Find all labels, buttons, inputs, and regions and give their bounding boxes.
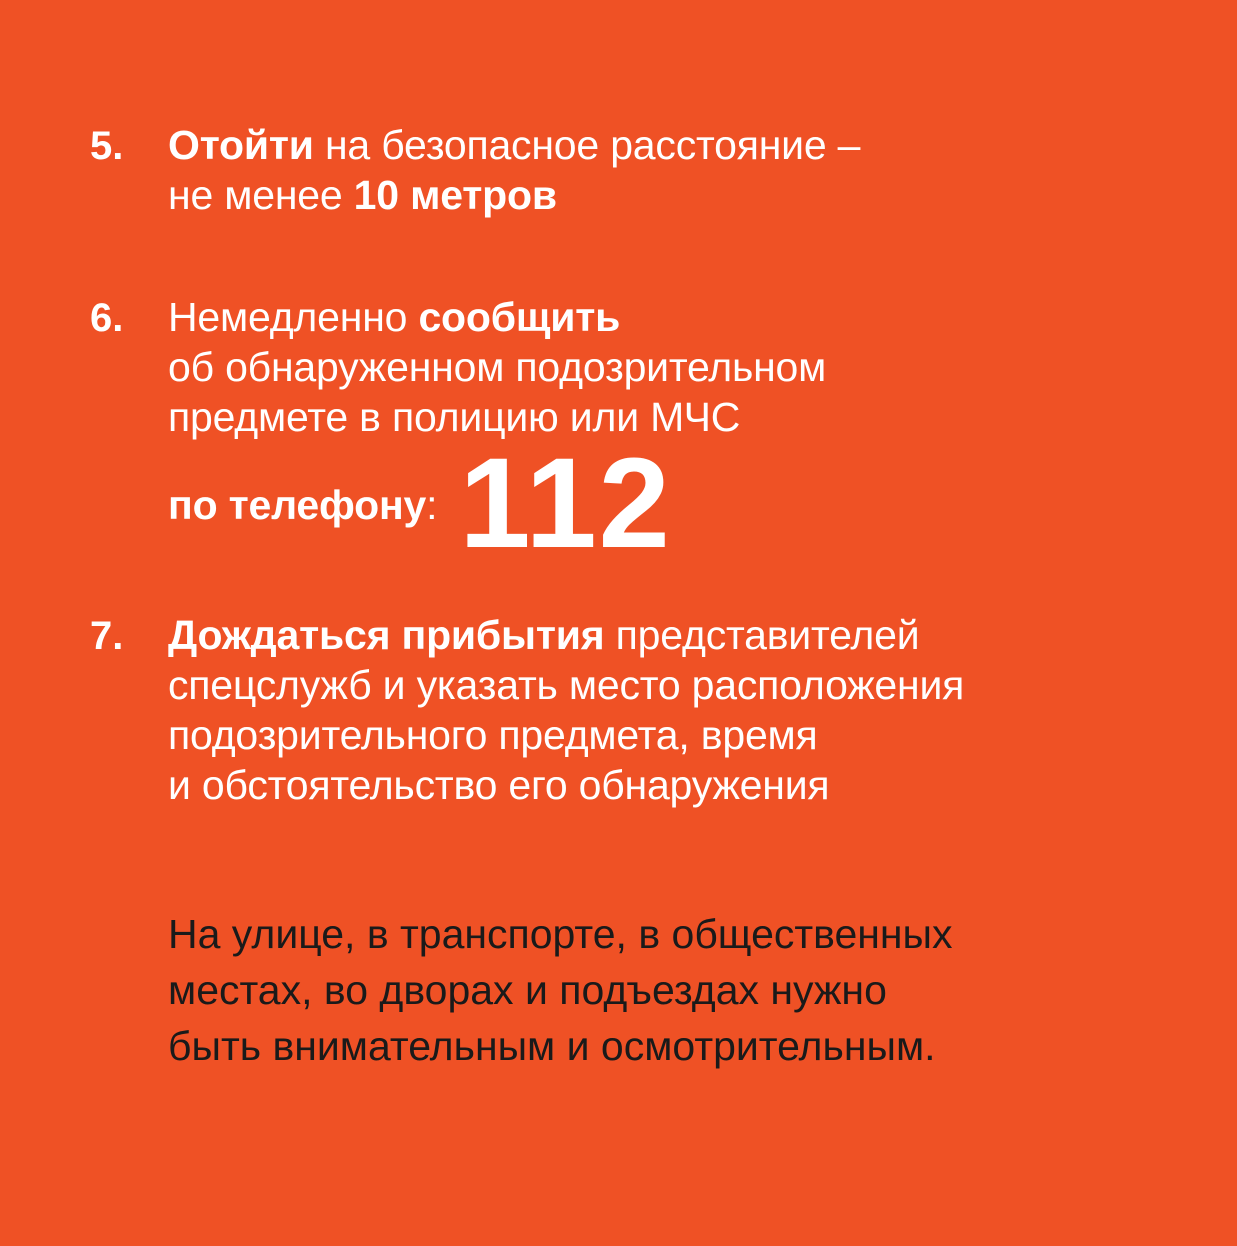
item5-bold-lead: Отойти (168, 122, 314, 168)
item6-bold-report: сообщить (418, 294, 621, 340)
footer-line-1: На улице, в транспорте, в общественных (168, 911, 953, 957)
list-item-5 (90, 120, 1147, 220)
list-item-number: 5. (90, 124, 124, 168)
item7-bold-lead: Дождаться прибытия (168, 612, 605, 658)
item6-line1-rest: Немедленно (168, 294, 419, 340)
list-item-text (168, 292, 1147, 575)
footer-line-3: быть внимательным и осмотрительным. (168, 1023, 936, 1069)
list-item-number: 7. (90, 614, 124, 658)
item5-line1-rest: на безопасное расстояние – (313, 122, 861, 168)
list-item-text (168, 120, 1147, 220)
item5-line2-rest: не менее (168, 172, 354, 218)
emergency-phone-number: 112 (459, 432, 672, 575)
list-item-6 (90, 292, 1147, 575)
item5-bold-distance: 10 метров (353, 172, 557, 218)
item7-line3: подозрительного предмета, время (168, 712, 818, 758)
footer-line-2: местах, во дворах и подъездах нужно (168, 967, 887, 1013)
item7-line2: спецслужб и указать место расположения (168, 662, 965, 708)
list-item-text (168, 610, 1147, 810)
item6-line3: предмете в полицию или МЧС (168, 394, 741, 440)
footer-note (168, 906, 1128, 1074)
phone-label: по телефону (168, 482, 427, 528)
item6-line2: об обнаруженном подозрительном (168, 344, 827, 390)
phone-label-colon: : (426, 482, 438, 528)
item7-line4: и обстоятельство его обнаружения (168, 762, 830, 808)
item7-line1-rest: представителей (604, 612, 920, 658)
list-item-number: 6. (90, 296, 124, 340)
list-item-7 (90, 610, 1147, 810)
emergency-phone-row (168, 432, 1147, 575)
